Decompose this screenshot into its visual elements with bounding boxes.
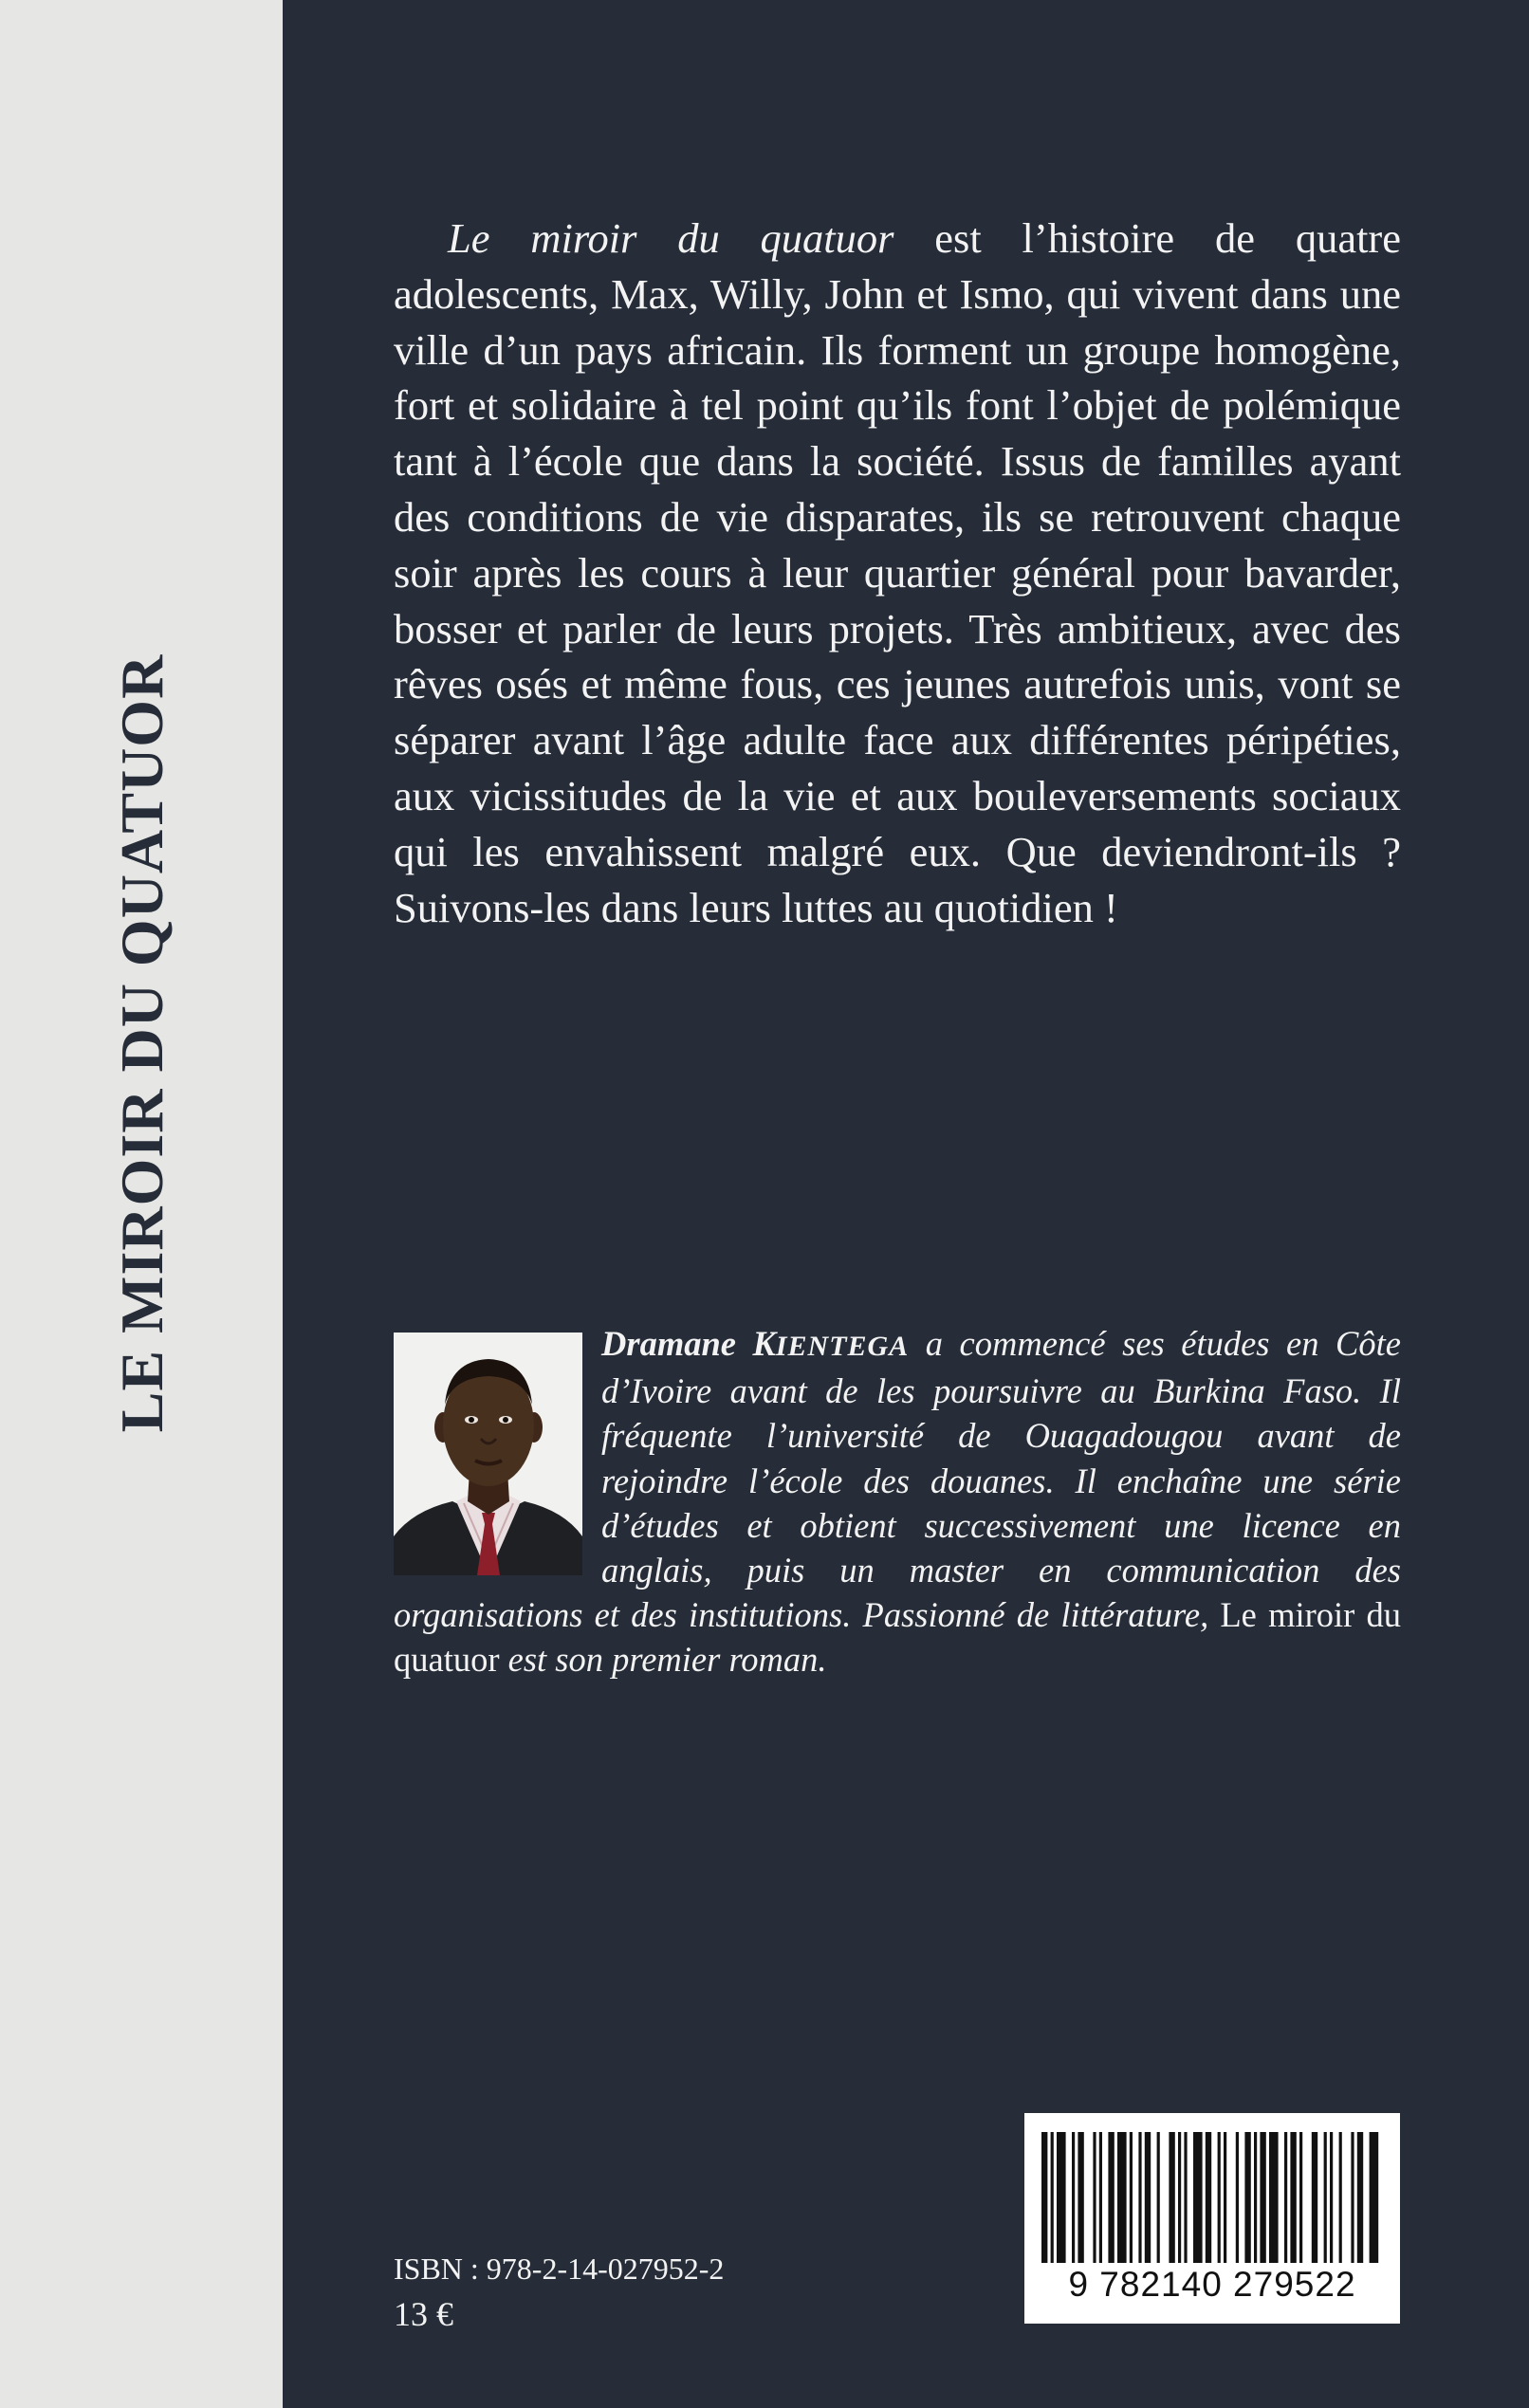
author-bio-text: a commencé ses études en Côte d’Ivoire avant de les poursuivre au Burkina Faso. Il fréquente l’université de Ouagadougou avant de rejoindre l’école des douanes. Il enchaîne une série d’études et obtient successivement une licence en anglais, puis un master en communication des organisations et des institutions. Passionné de littérature, bbox=[394, 1324, 1401, 1635]
author-bio-end: est son premier roman. bbox=[499, 1640, 827, 1680]
synopsis-text: est l’histoire de quatre adolescents, Max, Willy, John et Ismo, qui vivent dans une ville d’un pays africain. Ils forment un groupe homogène, fort et solidaire à tel point qu’ils font l’objet de polémique tant à l’école que dans la société. Issus de familles ayant des conditions de vie disparates, ils se retrouvent chaque soir après les cours à leur quartier général pour bavarder, bosser et parler de leurs projets. Très ambitieux, avec des rêves osés et même fous, ces jeunes autrefois unis, vont se séparer avant l’âge adulte face aux différentes péripéties, aux vicissitudes de la vie et aux bouleversements sociaux qui les envahissent malgré eux. Que deviendront-ils ? Suivons-les dans leurs luttes au quotidien ! bbox=[394, 214, 1401, 931]
author-bio-book-title: Le miroir du quatuor bbox=[394, 1595, 1401, 1680]
synopsis-book-title: Le miroir du quatuor bbox=[448, 214, 894, 262]
barcode-digits: 9 782140 279522 bbox=[1068, 2265, 1356, 2304]
author-first-name: Dramane bbox=[601, 1324, 753, 1363]
author-bio bbox=[394, 1321, 1401, 1682]
isbn-text: ISBN : 978-2-14-027952-2 bbox=[394, 2252, 725, 2286]
book-spine bbox=[0, 0, 283, 2408]
spine-title: LE MIROIR DU QUATUOR bbox=[108, 653, 175, 1433]
author-name bbox=[601, 1324, 909, 1363]
photo-text-wrap bbox=[394, 1321, 601, 1589]
price-text: 13 € bbox=[394, 2295, 453, 2333]
author-last-name-rest: IENTEGA bbox=[775, 1331, 910, 1362]
author-last-name-initial: K bbox=[752, 1324, 776, 1363]
barcode bbox=[1024, 2113, 1400, 2324]
barcode-bars bbox=[1038, 2132, 1387, 2263]
synopsis-paragraph bbox=[394, 211, 1401, 935]
